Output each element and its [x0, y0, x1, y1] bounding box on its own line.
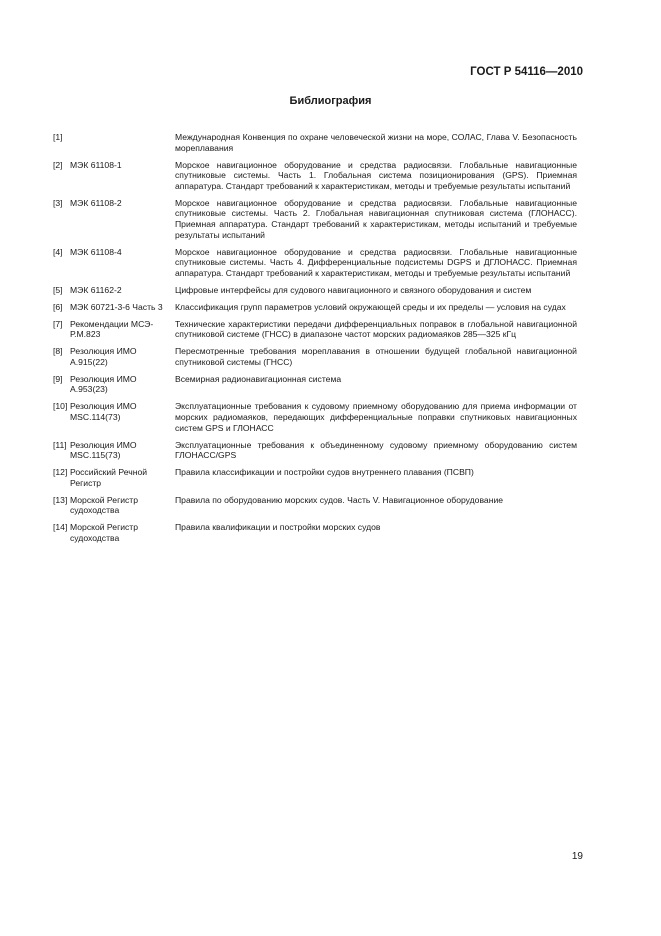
- bibliography-entry: [53, 285, 577, 296]
- bibliography-entry: [53, 160, 577, 192]
- entry-source: [70, 132, 175, 153]
- entry-number: [2]: [53, 159, 63, 170]
- entry-number: [5]: [53, 284, 63, 295]
- bibliography-entry: [53, 198, 577, 240]
- entry-number: [11]: [53, 439, 67, 450]
- bibliography-entry: [53, 401, 577, 433]
- entry-text: Морское навигационное оборудование и средства радиосвязи. Глобальные навигационные спутниковые системы. Часть 4. Дифференциальные подсистемы DGPS и ДГЛОНАСС. Приемная аппаратура. Стандарт требований к характеристикам, методы и требуемые результаты испытаний: [175, 246, 577, 278]
- entry-number: [7]: [53, 318, 63, 329]
- entry-text: Эксплуатационные требования к объединенному судовому приемному оборудованию систем ГЛОНАСС/GPS: [175, 439, 577, 461]
- entry-number: [14]: [53, 522, 68, 533]
- entry-source: Морской Регистр судоходства: [70, 522, 139, 543]
- entry-source: Морской Регистр судоходства: [70, 494, 139, 516]
- bibliography-list: [53, 132, 577, 550]
- entry-source: Резолюция ИМО MSC.115(73): [70, 439, 137, 461]
- entry-number: [9]: [53, 373, 63, 384]
- entry-number: [13]: [53, 494, 68, 505]
- entry-text: Морское навигационное оборудование и средства радиосвязи. Глобальные навигационные спутниковые системы. Часть 2. Глобальная навигационная спутниковая система (ГЛОНАСС). Приемная аппаратура. Стандарт требований к характеристикам, методы испытаний и требуемые результаты испытаний: [175, 197, 577, 240]
- entry-number: [3]: [53, 197, 63, 208]
- bibliography-entry: [53, 247, 577, 279]
- entry-source: МЭК 60721-3-6 Часть 3: [70, 301, 163, 312]
- entry-source: Резолюция ИМО А.953(23): [70, 373, 137, 395]
- bibliography-entry: [53, 440, 577, 461]
- entry-text: Правила квалификации и постройки морских судов: [175, 522, 381, 533]
- entry-text: Всемирная радионавигационная система: [175, 373, 342, 384]
- bibliography-entry: [53, 467, 577, 488]
- bibliography-entry: [53, 346, 577, 367]
- bibliography-entry: [53, 132, 577, 153]
- entry-number: [8]: [53, 346, 63, 357]
- entry-source: МЭК 61162-2: [70, 284, 122, 295]
- entry-text: Морское навигационное оборудование и средства радиосвязи. Глобальные навигационные спутниковые системы. Часть 1. Глобальная система позиционирования (GPS). Приемная аппаратура. Стандарт требований к характеристикам, методы и требуемые результаты испытаний: [175, 159, 577, 191]
- entry-source: Российский Речной Регистр: [70, 467, 148, 488]
- bibliography-entry: [53, 522, 577, 543]
- entry-source: МЭК 61108-1: [70, 159, 122, 170]
- page-number: 19: [571, 851, 583, 862]
- entry-number: [1]: [53, 132, 63, 142]
- entry-number: [12]: [53, 467, 68, 478]
- standard-header: ГОСТ Р 54116—2010: [470, 66, 583, 78]
- entry-text: Эксплуатационные требования к судовому приемному оборудованию для приема информации от морских радиомаяков, передающих дифференциальные поправки спутниковых навигационных систем GPS и ГЛОНАСС: [175, 401, 577, 433]
- entry-source: Рекомендации МСЭ-Р.М.823: [70, 318, 154, 340]
- entry-number: [4]: [53, 246, 63, 257]
- entry-text: Пересмотренные требования мореплавания в отношении будущей глобальной навигационной спутниковой системы (ГНСС): [175, 346, 577, 367]
- entry-source: Резолюция ИМО MSC.114(73): [70, 401, 137, 422]
- bibliography-entry: [53, 495, 577, 516]
- entry-source: МЭК 61108-2: [70, 197, 122, 208]
- entry-source: МЭК 61108-4: [70, 246, 122, 257]
- entry-text: Правила классификации и постройки судов внутреннего плавания (ПСВП): [175, 467, 474, 478]
- page-title: Библиография: [289, 95, 372, 107]
- entry-source: Резолюция ИМО А.915(22): [70, 346, 137, 367]
- bibliography-entry: [53, 319, 577, 340]
- entry-text: Технические характеристики передачи дифференциальных поправок в глобальной навигационной спутниковой системе (ГНСС) в диапазоне частот морских радиомаяков 285—325 кГц: [175, 318, 577, 340]
- entry-text: Международная Конвенция по охране человеческой жизни на море, СОЛАС, Глава V. Безопасность мореплавания: [175, 132, 577, 153]
- bibliography-entry: [53, 374, 577, 395]
- bibliography-entry: [53, 302, 577, 313]
- entry-text: Правила по оборудованию морских судов. Часть V. Навигационное оборудование: [175, 494, 504, 505]
- entry-text: Цифровые интерфейсы для судового навигационного и связного оборудования и систем: [175, 284, 532, 295]
- entry-text: Классификация групп параметров условий окружающей среды и их пределы — условия на судах: [175, 301, 566, 312]
- entry-number: [10]: [53, 401, 68, 412]
- entry-number: [6]: [53, 301, 63, 312]
